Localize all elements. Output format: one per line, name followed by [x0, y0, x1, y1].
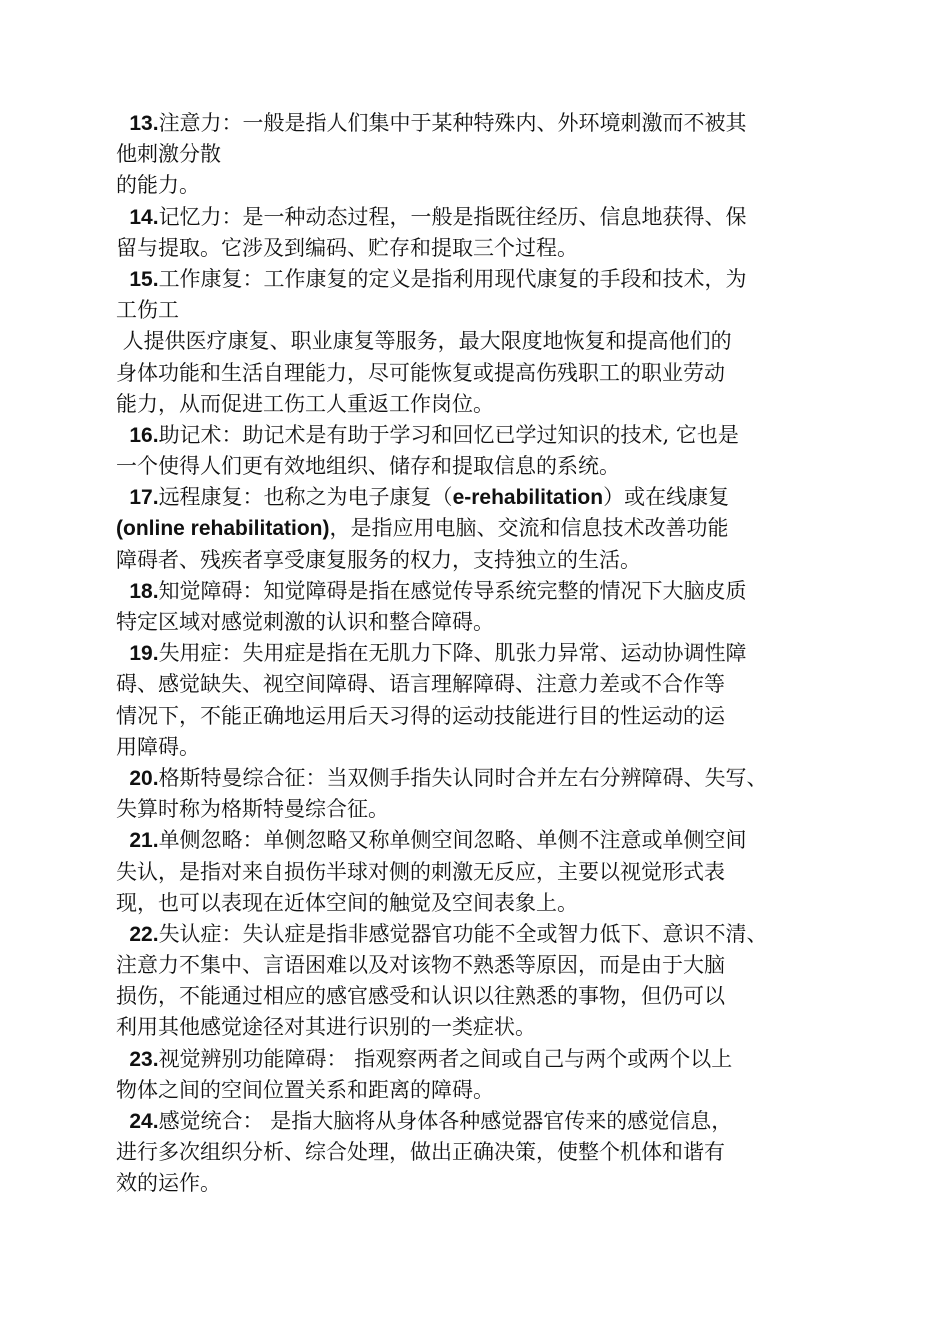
- entry-number: 15.: [129, 267, 159, 291]
- entry-text: 单侧忽略：单侧忽略又称单侧空间忽略、单侧不注意或单侧空间: [158, 828, 747, 853]
- entry-text: 工作康复：工作康复的定义是指利用现代康复的手段和技术，为: [158, 266, 747, 291]
- entry-text: 失用症：失用症是指在无肌力下降、肌张力异常、运动协调性障: [158, 641, 747, 666]
- entry-18-line-2: 特定区域对感觉刺激的认识和整合障碍。: [116, 610, 494, 634]
- entry-number: 18.: [129, 579, 159, 603]
- entry-13-line-1: [116, 108, 876, 139]
- entry-text: 远程康复：也称之为电子康复（: [158, 485, 453, 510]
- english-term-online: (online rehabilitation): [116, 517, 330, 541]
- entry-14-line-1: [116, 202, 876, 233]
- entry-number: 16.: [129, 423, 159, 447]
- entry-number: 17.: [129, 486, 159, 510]
- entry-13-line-3: 的能力。: [116, 173, 200, 198]
- entry-number: 22.: [129, 922, 159, 946]
- entry-22-line-4: 利用其他感觉途径对其进行识别的一类症状。: [116, 1015, 536, 1040]
- entry-number: 19.: [129, 642, 159, 666]
- entry-20-line-1: [116, 763, 876, 794]
- entry-22-line-2: 注意力不集中、言语困难以及对该物不熟悉等原因，而是由于大脑: [116, 953, 725, 978]
- entry-19-line-3: 情况下，不能正确地运用后天习得的运动技能进行目的性运动的运: [116, 703, 725, 728]
- entry-24-line-2: 进行多次组织分析、综合处理，做出正确决策，使整个机体和谐有: [116, 1140, 725, 1165]
- entry-24-line-1: [116, 1106, 876, 1137]
- entry-21-line-1: [116, 825, 876, 856]
- entry-text: 注意力：一般是指人们集中于某种特殊内、外环境刺激而不被其: [158, 111, 747, 135]
- entry-15-line-1: [116, 264, 876, 295]
- entry-19-line-4: 用障碍。: [116, 734, 200, 759]
- entry-text: 知觉障碍：知觉障碍是指在感觉传导系统完整的情况下大脑皮质: [158, 578, 747, 603]
- entry-21-line-2: 失认，是指对来自损伤半球对侧的刺激无反应，主要以视觉形式表: [116, 859, 725, 884]
- entry-14-line-2: 留与提取。它涉及到编码、贮存和提取三个过程。: [116, 235, 578, 260]
- english-term: e-rehabilitation: [452, 486, 604, 510]
- entry-21-line-3: 现，也可以表现在近体空间的触觉及空间表象上。: [116, 890, 578, 915]
- entry-19-line-2: 碍、感觉缺失、视空间障碍、语言理解障碍、注意力差或不合作等: [116, 672, 725, 697]
- entry-number: 24.: [129, 1110, 159, 1133]
- entry-18-line-1: [116, 576, 876, 607]
- entry-17-line-3: 障碍者、残疾者享受康复服务的权力，支持独立的生活。: [116, 547, 641, 572]
- entry-15-line-5: 能力，从而促进工伤工人重返工作岗位。: [116, 391, 494, 416]
- entry-number: 13.: [129, 112, 159, 135]
- entry-15-line-3: 人提供医疗康复、职业康复等服务，最大限度地恢复和提高他们的: [116, 329, 732, 354]
- entry-17-line-1: [116, 482, 876, 513]
- entry-23-line-2: 物体之间的空间位置关系和距离的障碍。: [116, 1077, 494, 1102]
- glossary-text: [116, 108, 876, 1200]
- entry-text: ，是指应用电脑、交流和信息技术改善功能: [329, 516, 729, 541]
- entry-text-continued: ）或在线康复: [603, 485, 730, 510]
- entry-16-line-1: [116, 420, 876, 451]
- entry-22-line-3: 损伤，不能通过相应的感官感受和认识以往熟悉的事物，但仍可以: [116, 984, 725, 1009]
- entry-text: 格斯特曼综合征：当双侧手指失认同时合并左右分辨障碍、失写、: [158, 765, 768, 790]
- entry-19-line-1: [116, 638, 876, 669]
- entry-15-line-2: 工伤工: [116, 298, 179, 323]
- entry-15-line-4: 身体功能和生活自理能力，尽可能恢复或提高伤残职工的职业劳动: [116, 360, 725, 385]
- entry-13-line-2: 他刺激分散: [116, 142, 221, 167]
- entry-text: 视觉辨别功能障碍： 指观察两者之间或自己与两个或两个以上: [158, 1046, 733, 1071]
- entry-16-line-2: 一个使得人们更有效地组织、储存和提取信息的系统。: [116, 454, 620, 479]
- entry-20-line-2: 失算时称为格斯特曼综合征。: [116, 797, 389, 822]
- entry-text: 失认症：失认症是指非感觉器官功能不全或智力低下、意识不清、: [158, 921, 768, 946]
- entry-22-line-1: [116, 919, 876, 950]
- entry-number: 14.: [129, 205, 159, 229]
- entry-number: 21.: [129, 829, 159, 853]
- entry-text: 记忆力：是一种动态过程，一般是指既往经历、信息地获得、保: [158, 204, 747, 229]
- entry-number: 23.: [129, 1047, 159, 1071]
- entry-text: 助记术：助记术是有助于学习和回忆已学过知识的技术, 它也是: [158, 422, 739, 447]
- entry-text: 感觉统合： 是指大脑将从身体各种感觉器官传来的感觉信息，: [158, 1109, 733, 1133]
- entry-24-line-3: 效的运作。: [116, 1171, 221, 1196]
- entry-17-line-2: [116, 513, 876, 544]
- entry-number: 20.: [129, 766, 159, 790]
- entry-23-line-1: [116, 1044, 876, 1075]
